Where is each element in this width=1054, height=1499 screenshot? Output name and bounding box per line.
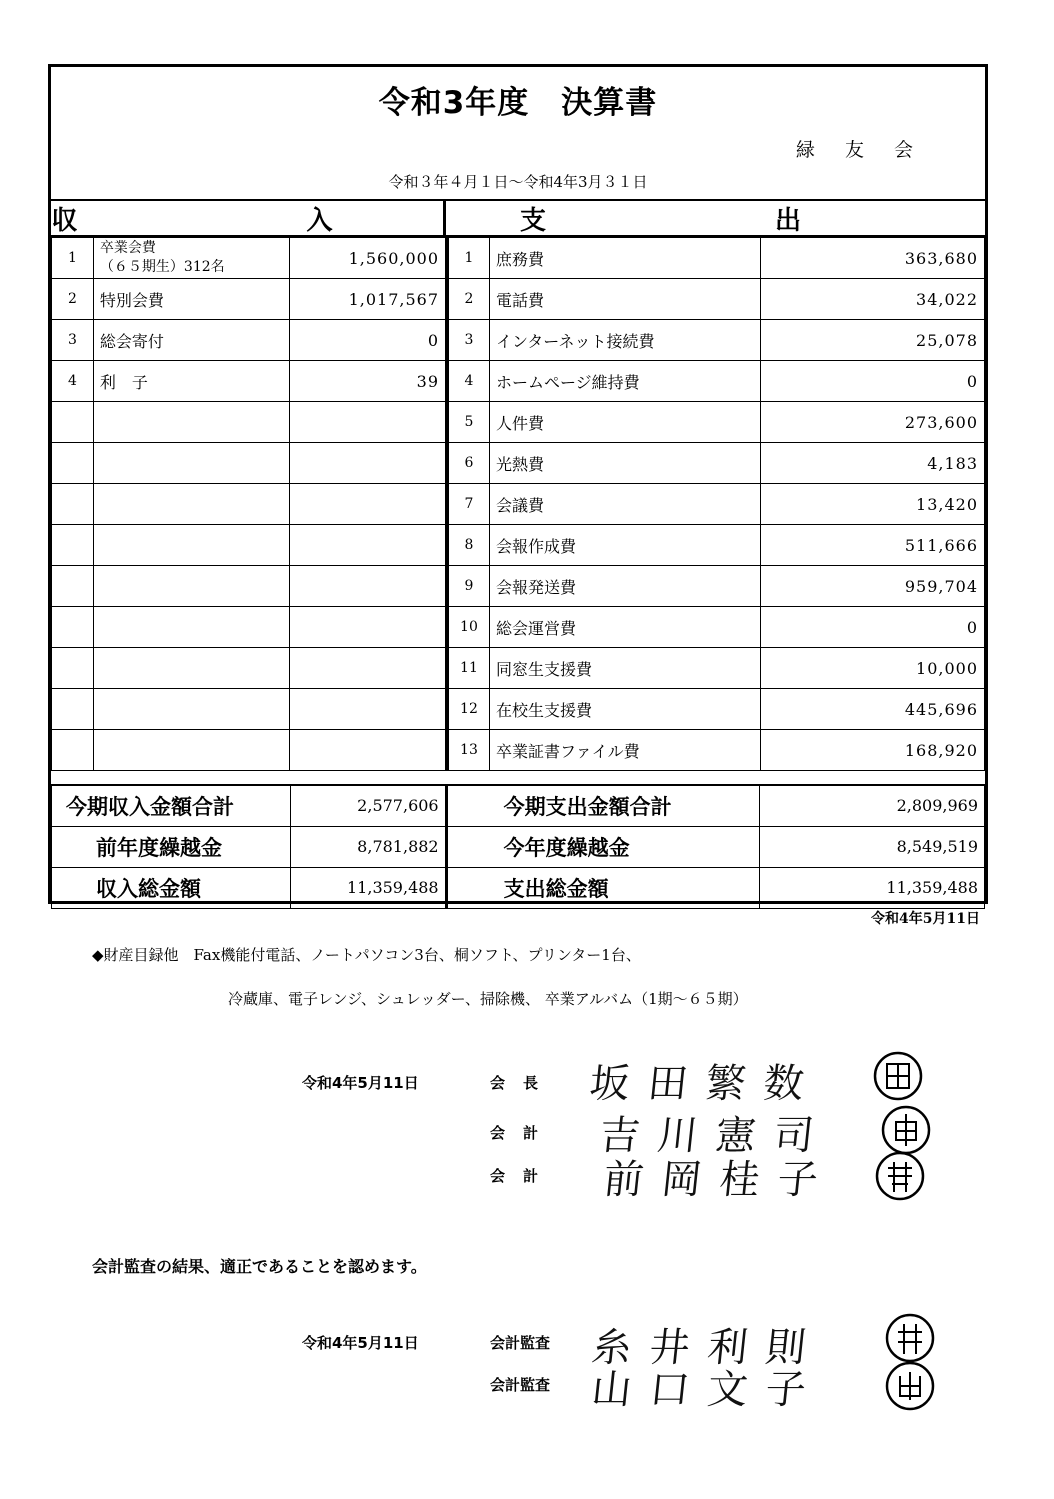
settlement-statement — [48, 64, 988, 904]
expense-row-amount: 363,680 — [760, 238, 984, 279]
treasurer-2-role: 会計 — [490, 1167, 557, 1185]
income-row — [52, 566, 446, 607]
expense-row-amount: 168,920 — [760, 730, 984, 771]
income-row-amount — [290, 402, 446, 443]
income-row-amount — [290, 648, 446, 689]
document-title: 令和3年度 決算書 — [378, 85, 658, 121]
expense-row-item: 庶務費 — [489, 238, 760, 279]
income-row-item — [93, 238, 289, 279]
income-row — [52, 361, 446, 402]
income-row-amount — [290, 566, 446, 607]
assets-line-2: 冷蔵庫、電子レンジ、シュレッダー、掃除機、 卒業アルバム（1期～６５期） — [228, 990, 748, 1008]
expense-row-item: 総会運営費 — [489, 607, 760, 648]
income-row-item — [93, 730, 289, 771]
income-row-number — [52, 566, 94, 607]
income-row-item — [93, 361, 289, 402]
expense-row-amount: 511,666 — [760, 525, 984, 566]
totals-right-label: 支出総金額 — [446, 867, 760, 908]
income-row-number: 2 — [52, 279, 94, 320]
treasurer-1-role: 会計 — [490, 1124, 557, 1142]
expense-row — [448, 361, 985, 402]
totals-left-label: 今期収入金額合計 — [52, 785, 291, 826]
income-row-amount: 0 — [290, 320, 446, 361]
income-row-number — [52, 525, 94, 566]
expense-row-number: 2 — [448, 279, 490, 320]
income-item-label: 利 子 — [99, 372, 148, 392]
signature-date: 令和4年5月11日 — [302, 1074, 419, 1092]
totals-table — [51, 784, 985, 909]
expense-row — [448, 689, 985, 730]
income-row — [52, 320, 446, 361]
expense-row-amount: 959,704 — [760, 566, 984, 607]
income-row-number — [52, 648, 94, 689]
expense-row-item: 会議費 — [489, 484, 760, 525]
expense-row-number: 10 — [448, 607, 490, 648]
organization-name: 緑 友 会 — [795, 139, 925, 161]
expense-row — [448, 607, 985, 648]
income-row-number — [52, 607, 94, 648]
expense-row-amount: 0 — [760, 361, 984, 402]
expense-row-item: 同窓生支援費 — [489, 648, 760, 689]
auditor-2-signature: 山口文子 — [589, 1367, 827, 1413]
income-row — [52, 484, 446, 525]
treasurer-1-seal-icon — [880, 1104, 932, 1156]
expense-row — [448, 566, 985, 607]
audit-date: 令和4年5月11日 — [302, 1334, 419, 1352]
income-row-item — [93, 279, 289, 320]
expense-row-amount: 13,420 — [760, 484, 984, 525]
expense-row-item: 会報作成費 — [489, 525, 760, 566]
income-row-number — [52, 484, 94, 525]
expense-row-item: 電話費 — [489, 279, 760, 320]
income-row-amount — [290, 443, 446, 484]
totals-left-amount: 2,577,606 — [290, 785, 446, 826]
expense-row — [448, 730, 985, 771]
auditor-2-role: 会計監査 — [490, 1376, 551, 1394]
income-row-amount: 1,560,000 — [290, 238, 446, 279]
expense-row — [448, 443, 985, 484]
president-seal-icon — [872, 1050, 924, 1102]
expense-row-amount: 4,183 — [760, 443, 984, 484]
income-row-number: 4 — [52, 361, 94, 402]
auditor-1-signature: 糸井利則 — [589, 1325, 827, 1371]
income-row-amount: 1,017,567 — [290, 279, 446, 320]
income-row-amount — [290, 689, 446, 730]
expense-row — [448, 402, 985, 443]
expense-row-item: 人件費 — [489, 402, 760, 443]
income-row-item — [93, 484, 289, 525]
expense-row-number: 8 — [448, 525, 490, 566]
expense-row-amount: 34,022 — [760, 279, 984, 320]
treasurer-2-signature: 前岡桂子 — [601, 1157, 839, 1203]
expense-row — [448, 525, 985, 566]
expense-row-number: 1 — [448, 238, 490, 279]
income-table — [51, 237, 446, 771]
totals-right-amount: 11,359,488 — [760, 867, 985, 908]
expense-row-amount: 445,696 — [760, 689, 984, 730]
expense-row-amount: 25,078 — [760, 320, 984, 361]
income-row — [52, 238, 446, 279]
income-row-number: 3 — [52, 320, 94, 361]
income-row-amount: 39 — [290, 361, 446, 402]
totals-right-label: 今年度繰越金 — [446, 826, 760, 867]
expense-row-item: ホームページ維持費 — [489, 361, 760, 402]
income-row-number — [52, 689, 94, 730]
treasurer-2-seal-icon — [874, 1150, 926, 1202]
expense-row-number: 4 — [448, 361, 490, 402]
income-row-amount — [290, 607, 446, 648]
income-item-label: 総会寄付 — [99, 331, 164, 351]
expense-row-number: 13 — [448, 730, 490, 771]
expense-table — [446, 237, 985, 771]
president-role: 会長 — [490, 1074, 557, 1092]
income-row-number — [52, 402, 94, 443]
expense-row-amount: 0 — [760, 607, 984, 648]
totals-left-amount: 11,359,488 — [290, 867, 446, 908]
totals-right-label: 今期支出金額合計 — [446, 785, 760, 826]
expense-row-number: 9 — [448, 566, 490, 607]
totals-row — [52, 826, 985, 867]
treasurer-1-signature: 吉川憲司 — [597, 1113, 835, 1159]
income-row — [52, 607, 446, 648]
income-row-item — [93, 320, 289, 361]
income-row-item — [93, 443, 289, 484]
income-row-item — [93, 402, 289, 443]
income-row-number — [52, 730, 94, 771]
expense-row-item: 在校生支援費 — [489, 689, 760, 730]
expense-row — [448, 320, 985, 361]
income-row-amount — [290, 525, 446, 566]
expense-header: 支 出 — [446, 199, 985, 237]
totals-left-amount: 8,781,882 — [290, 826, 446, 867]
expense-row — [448, 484, 985, 525]
income-row-item — [93, 607, 289, 648]
income-row — [52, 525, 446, 566]
expense-row — [448, 238, 985, 279]
auditor-1-seal-icon — [884, 1312, 936, 1364]
income-row-item — [93, 689, 289, 730]
auditor-1-role: 会計監査 — [490, 1334, 551, 1352]
income-row-item — [93, 566, 289, 607]
totals-right-amount: 8,549,519 — [760, 826, 985, 867]
expense-row-item: 卒業証書ファイル費 — [489, 730, 760, 771]
expense-row — [448, 648, 985, 689]
expense-row-item: インターネット接続費 — [489, 320, 760, 361]
auditor-2-seal-icon — [884, 1360, 936, 1412]
income-row — [52, 689, 446, 730]
income-row-number — [52, 443, 94, 484]
totals-left-label: 収入総金額 — [52, 867, 291, 908]
expense-row-item: 会報発送費 — [489, 566, 760, 607]
document-date: 令和4年5月11日 — [871, 911, 980, 927]
totals-left-label: 前年度繰越金 — [52, 826, 291, 867]
expense-row — [448, 279, 985, 320]
income-item-label: 卒業会費 — [99, 240, 156, 256]
income-row-item — [93, 525, 289, 566]
expense-row-item: 光熱費 — [489, 443, 760, 484]
expense-row-number: 3 — [448, 320, 490, 361]
assets-line-1: ◆財産目録他 Fax機能付電話、ノートパソコン3台、桐ソフト、プリンター1台、 — [92, 946, 641, 964]
expense-row-number: 12 — [448, 689, 490, 730]
income-row-item — [93, 648, 289, 689]
expense-row-number: 6 — [448, 443, 490, 484]
income-row — [52, 730, 446, 771]
expense-row-amount: 273,600 — [760, 402, 984, 443]
income-row — [52, 648, 446, 689]
income-item-sublabel: （６５期生）312名 — [99, 259, 225, 275]
income-item-label: 特別会費 — [99, 290, 164, 310]
income-row — [52, 443, 446, 484]
expense-row-number: 11 — [448, 648, 490, 689]
expense-row-amount: 10,000 — [760, 648, 984, 689]
totals-right-amount: 2,809,969 — [760, 785, 985, 826]
income-header: 収 入 — [51, 199, 446, 237]
expense-row-number: 5 — [448, 402, 490, 443]
expense-row-number: 7 — [448, 484, 490, 525]
income-row-amount — [290, 484, 446, 525]
president-signature: 坂田繁数 — [587, 1061, 825, 1107]
income-row-number: 1 — [52, 238, 94, 279]
income-row — [52, 402, 446, 443]
income-row — [52, 279, 446, 320]
audit-statement: 会計監査の結果、適正であることを認めます。 — [92, 1257, 427, 1276]
totals-row — [52, 867, 985, 908]
income-row-amount — [290, 730, 446, 771]
fiscal-period: 令和３年４月１日～令和4年3月３１日 — [388, 173, 648, 191]
totals-row — [52, 785, 985, 826]
